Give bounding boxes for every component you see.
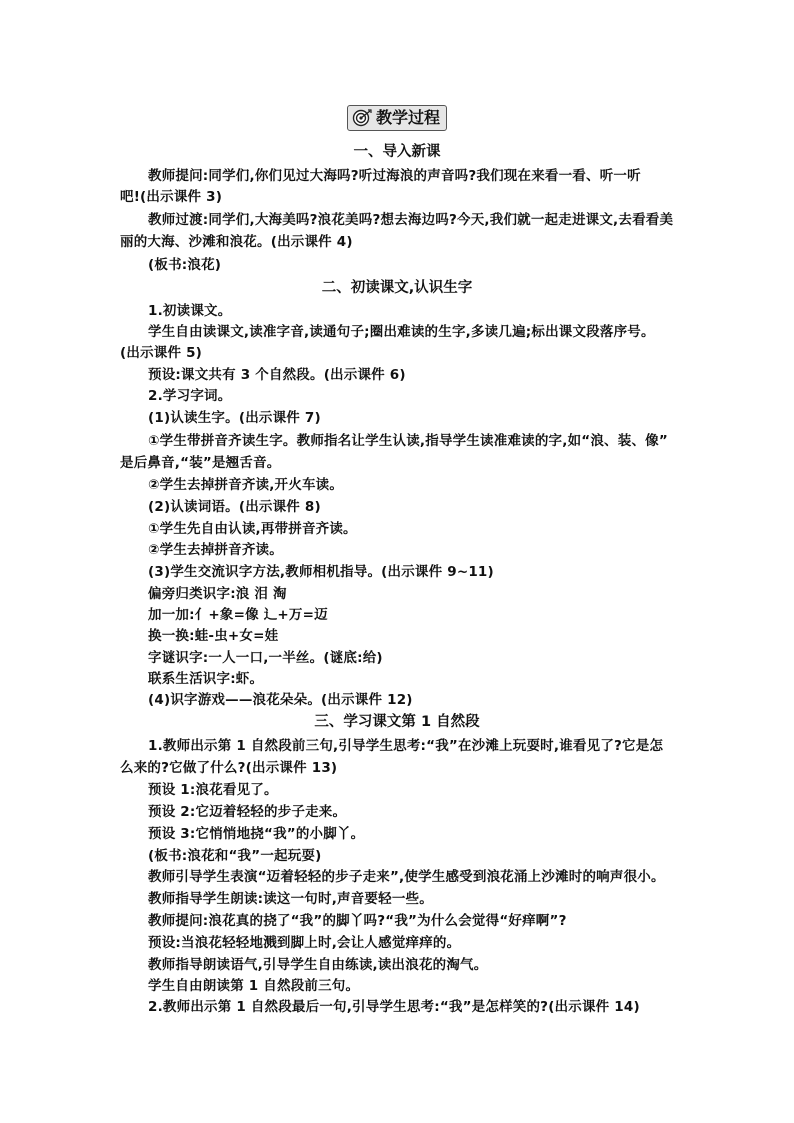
paragraph-line: 教师过渡:同学们,大海美吗?浪花美吗?想去海边吗?今天,我们就一起走进课文,去看看美 bbox=[148, 212, 674, 228]
paragraph-line: 联系生活识字:虾。 bbox=[148, 671, 264, 687]
paragraph-line: 预设 2:它迈着轻轻的步子走来。 bbox=[148, 804, 347, 820]
paragraph-line: 教师提问:同学们,你们见过大海吗?听过海浪的声音吗?我们现在来看一看、听一听 bbox=[148, 168, 641, 184]
paragraph-line: (板书:浪花) bbox=[148, 257, 222, 273]
section-badge-label: 教学过程 bbox=[375, 108, 440, 127]
paragraph-line: ②学生去掉拼音齐读,开火车读。 bbox=[148, 477, 344, 493]
paragraph-line: (4)识字游戏——浪花朵朵。(出示课件 12) bbox=[148, 692, 413, 708]
section-badge bbox=[0, 105, 794, 131]
section-heading: 三、学习课文第 1 自然段 bbox=[314, 714, 480, 730]
paragraph-line: 换一换:蛙-虫+女=娃 bbox=[148, 628, 279, 644]
paragraph-line: 2.教师出示第 1 自然段最后一句,引导学生思考:“我”是怎样笑的?(出示课件 14) bbox=[148, 999, 640, 1015]
section-badge-box bbox=[347, 105, 447, 131]
paragraph-line: 加一加:亻+象=像 辶+万=迈 bbox=[148, 607, 328, 623]
paragraph-line: (出示课件 5) bbox=[120, 345, 203, 361]
paragraph-line: 预设:当浪花轻轻地溅到脚上时,会让人感觉痒痒的。 bbox=[148, 935, 461, 951]
paragraph-line: 教师提问:浪花真的挠了“我”的脚丫吗?“我”为什么会觉得“好痒啊”? bbox=[148, 913, 567, 929]
paragraph-line: 字谜识字:一人一口,一半丝。(谜底:给) bbox=[148, 650, 383, 666]
paragraph-line: (3)学生交流识字方法,教师相机指导。(出示课件 9~11) bbox=[148, 564, 494, 580]
paragraph-line: 2.学习字词。 bbox=[148, 388, 232, 404]
paragraph-line: (1)认读生字。(出示课件 7) bbox=[148, 410, 321, 426]
paragraph-line: 1.初读课文。 bbox=[148, 303, 232, 319]
paragraph-line: 偏旁归类识字:浪 泪 淘 bbox=[148, 586, 287, 602]
paragraph-line: 教师指导朗读语气,引导学生自由练读,读出浪花的淘气。 bbox=[148, 957, 488, 973]
paragraph-line: 吧!(出示课件 3) bbox=[120, 189, 223, 205]
paragraph-line: 教师指导学生朗读:读这一句时,声音要轻一些。 bbox=[148, 891, 433, 907]
paragraph-line: ①学生带拼音齐读生字。教师指名让学生认读,指导学生读准难读的字,如“浪、装、像” bbox=[148, 433, 668, 449]
paragraph-line: 教师引导学生表演“迈着轻轻的步子走来”,使学生感受到浪花涌上沙滩时的响声很小。 bbox=[148, 869, 665, 885]
section-heading: 二、初读课文,认识生字 bbox=[321, 280, 473, 296]
section-heading: 一、导入新课 bbox=[353, 144, 441, 160]
paragraph-line: ①学生先自由认读,再带拼音齐读。 bbox=[148, 521, 357, 537]
paragraph-line: 么来的?它做了什么?(出示课件 13) bbox=[120, 760, 338, 776]
paragraph-line: (2)认读词语。(出示课件 8) bbox=[148, 499, 321, 515]
paragraph-line: 1.教师出示第 1 自然段前三句,引导学生思考:“我”在沙滩上玩耍时,谁看见了?它是怎 bbox=[148, 738, 664, 754]
paragraph-line: 丽的大海、沙滩和浪花。(出示课件 4) bbox=[120, 234, 353, 250]
paragraph-line: 预设 3:它悄悄地挠“我”的小脚丫。 bbox=[148, 826, 365, 842]
paragraph-line: 是后鼻音,“装”是翘舌音。 bbox=[120, 455, 281, 471]
paragraph-line: ②学生去掉拼音齐读。 bbox=[148, 542, 283, 558]
paragraph-line: 预设:课文共有 3 个自然段。(出示课件 6) bbox=[148, 367, 406, 383]
paragraph-line: 预设 1:浪花看见了。 bbox=[148, 782, 278, 798]
paragraph-line: 学生自由读课文,读准字音,读通句子;圈出难读的生字,多读几遍;标出课文段落序号。 bbox=[148, 324, 655, 340]
target-icon bbox=[352, 109, 372, 127]
paragraph-line: 学生自由朗读第 1 自然段前三句。 bbox=[148, 978, 360, 994]
paragraph-line: (板书:浪花和“我”一起玩耍) bbox=[148, 848, 322, 864]
